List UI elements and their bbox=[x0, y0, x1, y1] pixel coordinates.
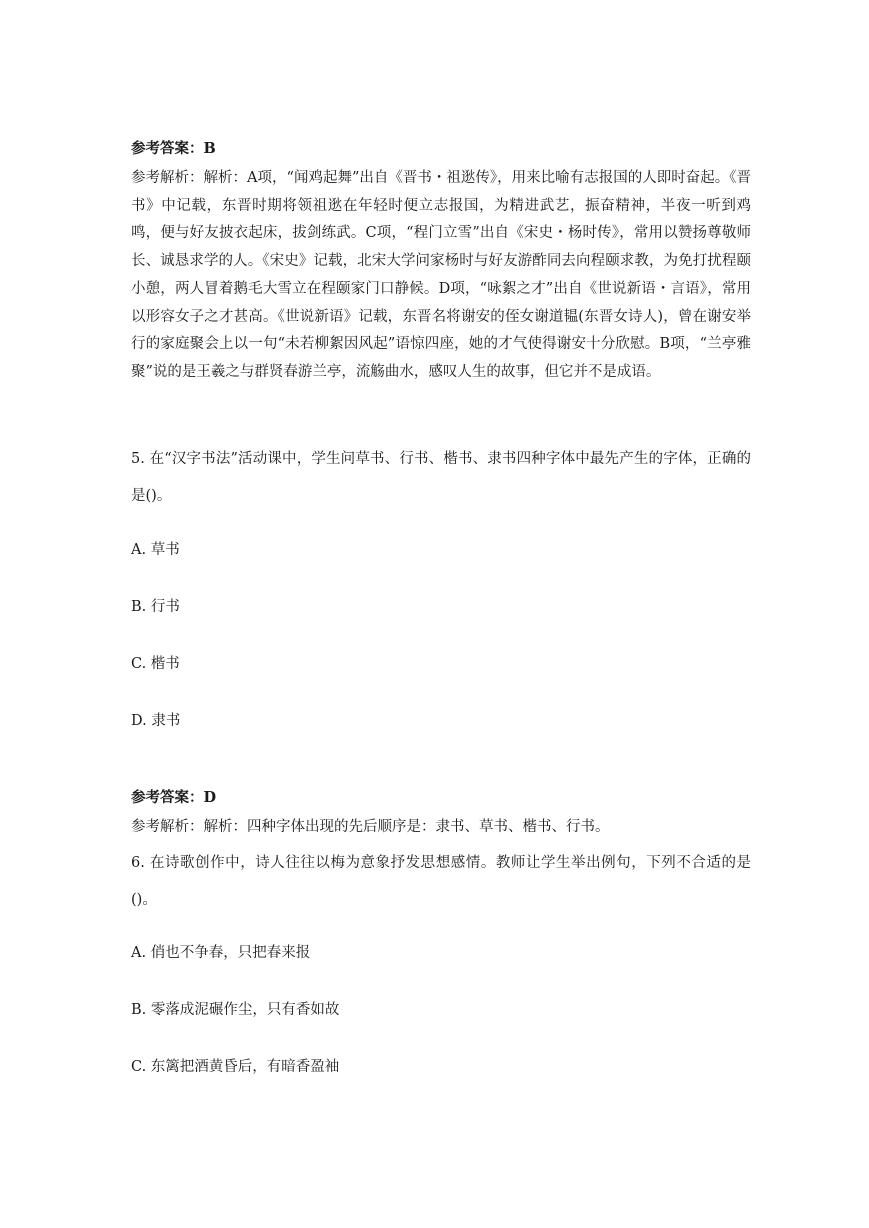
question-6-stem: 6. 在诗歌创作中，诗人往往以梅为意象抒发思想感情。教师让学生举出例句，下列不合适的是()。 bbox=[131, 855, 751, 908]
question-5-option-d: D. 隶书 bbox=[131, 713, 181, 729]
question-6-option-a: A. 俏也不争春，只把春来报 bbox=[131, 945, 311, 961]
question-5-stem: 5. 在“汉字书法”活动课中，学生问草书、行书、楷书、隶书四种字体中最先产生的字体，正确的是()。 bbox=[131, 451, 751, 504]
explanation-q4: 参考解析：解析：A项，“闻鸡起舞”出自《晋书・祖逖传》，用来比喻有志报国的人即时奋起。《晋书》中记载，东晋时期将领祖逖在年轻时便立志报国，为精进武艺，振奋精神，半夜一听到鸡鸣，便与好友披衣起床，拔剑练武。C项，“程门立雪”出自《宋史・杨时传》，常用以赞扬尊敬师长、诚恳求学的人。《宋史》记载，北宋大学问家杨时与好友游酢同去向程颐求教，为免打扰程颐小憩，两人冒着鹅毛大雪立在程颐家门口静候。D项，“咏絮之才”出自《世说新语・言语》，常用以形容女子之才甚高。《世说新语》记载，东晋名将谢安的侄女谢道韫(东晋女诗人)，曾在谢安举行的家庭聚会上以一句“未若柳絮因风起”语惊四座，她的才气使得谢安十分欣慰。B项，“兰亭雅聚”说的是王羲之与群贤春游兰亭，流觞曲水，感叹人生的故事，但它并不是成语。 bbox=[131, 170, 751, 380]
question-6-option-c: C. 东篱把酒黄昏后，有暗香盈袖 bbox=[131, 1059, 340, 1075]
question-5-option-c: C. 楷书 bbox=[131, 656, 180, 672]
question-6-option-b: B. 零落成泥碾作尘，只有香如故 bbox=[131, 1002, 340, 1018]
answer-label-q5: 参考答案：D bbox=[131, 789, 217, 806]
question-5-option-a: A. 草书 bbox=[131, 542, 180, 558]
explanation-q5: 参考解析：解析：四种字体出现的先后顺序是：隶书、草书、楷书、行书。 bbox=[131, 819, 610, 835]
question-5-option-b: B. 行书 bbox=[131, 599, 180, 615]
answer-label-q4: 参考答案：B bbox=[131, 140, 216, 157]
